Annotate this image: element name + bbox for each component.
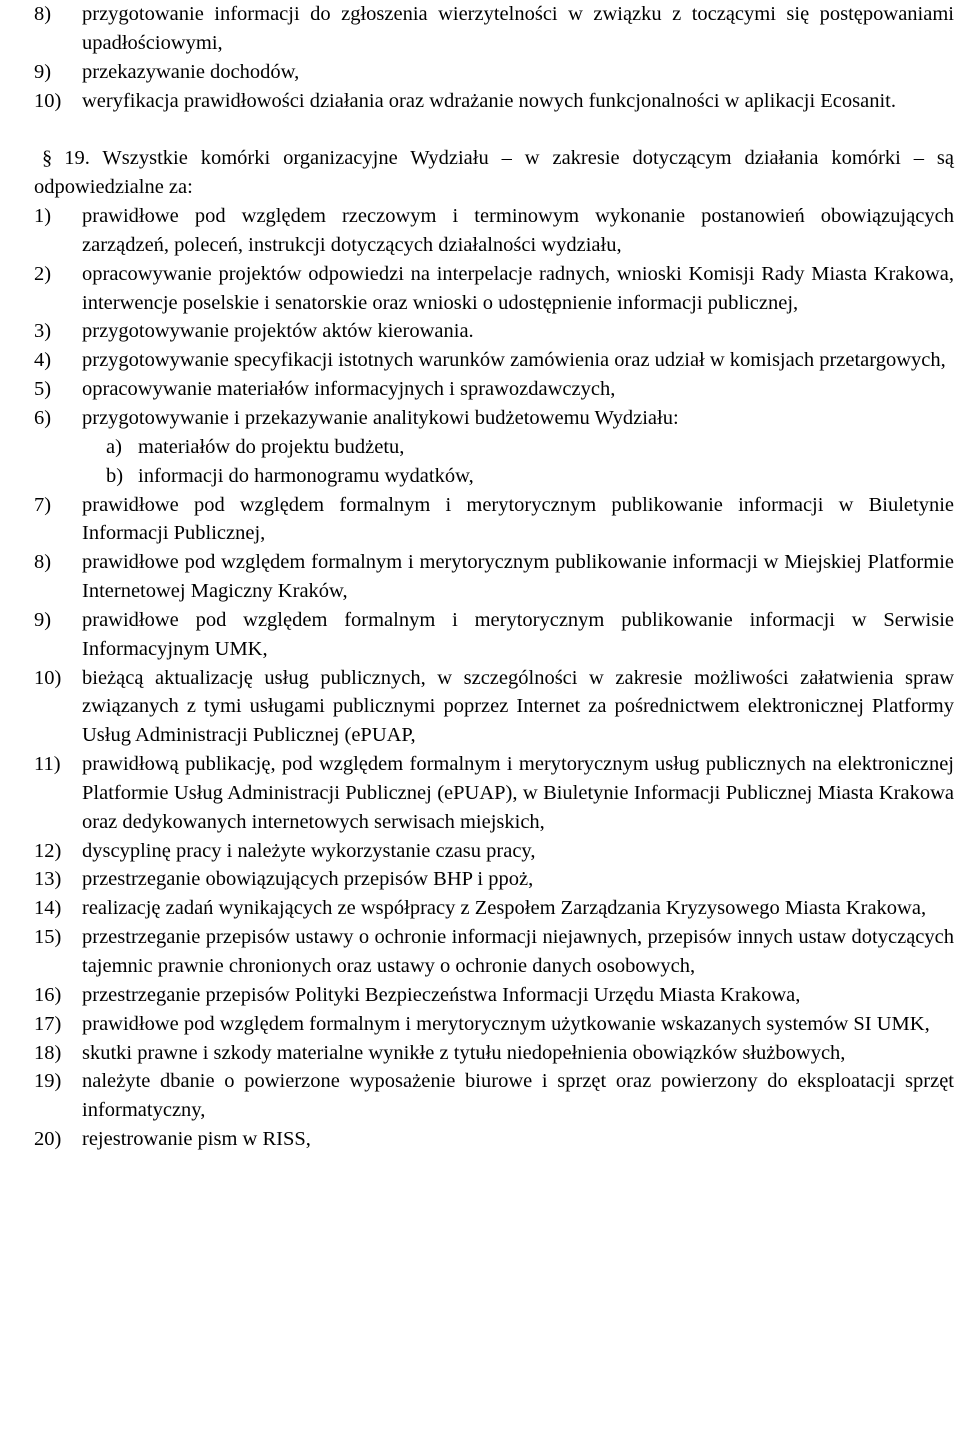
subitem-text: informacji do harmonogramu wydatków, [138, 464, 474, 487]
item-number: 12) [34, 839, 62, 862]
list-item [34, 1067, 954, 1125]
item-number: 6) [34, 406, 52, 429]
list-item [34, 981, 954, 1010]
item-number: 3) [34, 320, 52, 343]
item-text: przestrzeganie przepisów ustawy o ochronie informacji niejawnych, przepisów innych ustaw dotyczących tajemnic prawnie chronionych oraz ustawy o ochronie danych osobowych, [82, 926, 954, 977]
section-number: 19. [64, 147, 90, 170]
list-item [34, 1010, 954, 1039]
item-text: przekazywanie dochodów, [82, 60, 300, 83]
item-text: przygotowywanie i przekazywanie analitykowi budżetowemu Wydziału: [82, 406, 679, 429]
spacer [34, 115, 954, 144]
item-number: 19) [34, 1070, 62, 1093]
item-text: prawidłowe pod względem formalnym i merytorycznym publikowanie informacji w Serwisie Informacyjnym UMK, [82, 608, 954, 660]
section-paragraph [34, 144, 954, 202]
item-number: 8) [34, 551, 52, 574]
item-number: 17) [34, 1012, 62, 1035]
subitem-letter: a) [106, 435, 122, 458]
list-item [34, 1039, 954, 1068]
item-text: prawidłowe pod względem formalnym i merytorycznym użytkowanie wskazanych systemów SI UMK, [82, 1012, 930, 1035]
list-item [34, 260, 954, 318]
section-text: Wszystkie komórki organizacyjne Wydziału – w zakresie dotyczącym działania komórki – są odpowiedzialne za: [34, 147, 954, 199]
list-item [34, 865, 954, 894]
item-number: 4) [34, 349, 52, 372]
item-text: realizację zadań wynikających ze współpracy z Zespołem Zarządzania Kryzysowego Miasta Krakowa, [82, 897, 927, 920]
item-number: 1) [34, 205, 52, 228]
item-text: weryfikacja prawidłowości działania oraz wdrażanie nowych funkcjonalności w aplikacji Ecosanit. [82, 89, 896, 112]
list-item [34, 923, 954, 981]
subitem-letter: b) [106, 464, 124, 487]
list-item [34, 202, 954, 260]
list-item [34, 58, 954, 87]
item-text: przygotowanie informacji do zgłoszenia wierzytelności w związku z toczącymi się postępowaniami upadłościowymi, [82, 3, 954, 54]
item-text: prawidłowe pod względem formalnym i merytorycznym publikowanie informacji w Biuletynie Informacji Publicznej, [82, 493, 954, 545]
item-text: skutki prawne i szkody materialne wynikłe z tytułu niedopełnienia obowiązków służbowych, [82, 1041, 846, 1064]
item-text: opracowywanie projektów odpowiedzi na interpelacje radnych, wnioski Komisji Rady Miasta Krakowa, interwencje poselskie i senatorskie oraz wnioski o udostępnienie informacji publicznej, [82, 262, 954, 314]
item-number: 20) [34, 1128, 62, 1151]
item-text: opracowywanie materiałów informacyjnych i sprawozdawczych, [82, 378, 616, 401]
item-number: 10) [34, 666, 62, 689]
item-number: 2) [34, 262, 52, 285]
item-text: przestrzeganie przepisów Polityki Bezpieczeństwa Informacji Urzędu Miasta Krakowa, [82, 983, 801, 1006]
item-number: 8) [34, 3, 52, 25]
list-item [34, 491, 954, 549]
list-item [34, 750, 954, 837]
item-number: 15) [34, 926, 62, 949]
list-item [34, 346, 954, 375]
item-text: prawidłowe pod względem rzeczowym i terminowym wykonanie postanowień obowiązujących zarządzeń, poleceń, instrukcji dotyczących działalności wydziału, [82, 205, 954, 256]
item-number: 5) [34, 378, 52, 401]
item-text: prawidłowe pod względem formalnym i merytorycznym publikowanie informacji w Miejskiej Platformie Internetowej Magiczny Kraków, [82, 551, 954, 603]
item-text: przygotowywanie projektów aktów kierowania. [82, 320, 474, 343]
list-item [34, 894, 954, 923]
list-item [34, 837, 954, 866]
list-item [34, 404, 954, 433]
item-text: prawidłową publikację, pod względem formalnym i merytorycznym usług publicznych na elektronicznej Platformie Usług Administracji Publicznej (ePUAP), w Biuletynie Informacji Publicznej Miasta Krakowa oraz dedykowanych internetowych serwisach miejskich, [82, 753, 954, 833]
list-item [34, 606, 954, 664]
list-item [34, 0, 954, 58]
list-item [34, 375, 954, 404]
item-text: rejestrowanie pism w RISS, [82, 1128, 311, 1151]
item-number: 16) [34, 983, 62, 1006]
item-number: 13) [34, 868, 62, 891]
section-symbol: § [42, 147, 53, 170]
list-item [34, 548, 954, 606]
item-number: 7) [34, 493, 52, 516]
item-number: 14) [34, 897, 62, 920]
item-number: 18) [34, 1041, 62, 1064]
item-number: 10) [34, 89, 62, 112]
item-text: dyscyplinę pracy i należyte wykorzystanie czasu pracy, [82, 839, 536, 862]
sub-list-item [34, 433, 954, 462]
item-text: należyte dbanie o powierzone wyposażenie biurowe i sprzęt oraz powierzony do eksploatacji sprzęt informatyczny, [82, 1070, 954, 1122]
item-number: 9) [34, 60, 52, 83]
item-text: przestrzeganie obowiązujących przepisów BHP i ppoż, [82, 868, 534, 891]
sub-list-item [34, 462, 954, 491]
list-item [34, 87, 954, 116]
list-item [34, 664, 954, 751]
item-number: 11) [34, 753, 61, 776]
list-item [34, 1125, 954, 1154]
subitem-text: materiałów do projektu budżetu, [138, 435, 405, 458]
item-text: bieżącą aktualizację usług publicznych, w szczególności w zakresie możliwości załatwienia spraw związanych z tymi usługami publicznymi poprzez Internet za pośrednictwem elektronicznej Platformy Usług Administracji Publicznej (ePUAP, [82, 666, 954, 747]
item-text: przygotowywanie specyfikacji istotnych warunków zamówienia oraz udział w komisjach przetargowych, [82, 349, 946, 372]
list-item [34, 317, 954, 346]
item-number: 9) [34, 608, 52, 631]
